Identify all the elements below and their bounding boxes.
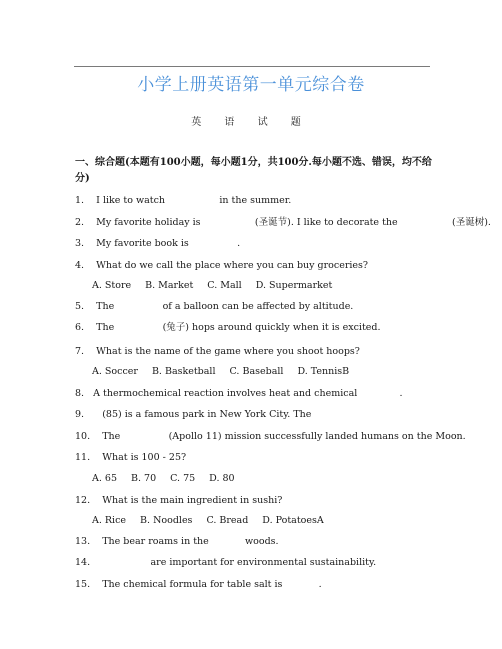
option: C. Bread	[206, 515, 249, 526]
option: C. Mall	[207, 280, 242, 291]
option: A. 65	[92, 473, 117, 484]
question-3: 3. My favorite book is .	[75, 238, 241, 249]
question-11-options	[92, 473, 249, 485]
option: D. TennisB	[297, 366, 350, 377]
question-12: 12. What is the main ingredient in sushi?	[75, 495, 283, 506]
option: D. 80	[209, 473, 235, 484]
section-heading: 一、综合题(本题有100小题，每小题1分，共100分.每小题不选、错误，均不给分)	[75, 157, 432, 184]
question-4-options	[92, 280, 346, 292]
question-2: 2. My favorite holiday is (圣诞节). I like to decorate the (圣诞树).	[75, 217, 491, 228]
question-7: 7. What is the name of the game where you shoot hoops?	[75, 346, 360, 357]
question-1: 1. I like to watch in the summer.	[75, 195, 292, 206]
question-9: 9. (85) is a famous park in New York City. The	[75, 409, 312, 420]
question-15: 15. The chemical formula for table salt is .	[75, 579, 322, 590]
question-6: 6. The (兔子) hops around quickly when it is excited.	[75, 322, 381, 333]
option: B. Basketball	[151, 366, 216, 377]
question-11: 11. What is 100 - 25?	[75, 452, 187, 463]
option: A. Rice	[92, 515, 127, 526]
option: C. Baseball	[229, 366, 284, 377]
question-7-options	[92, 366, 363, 378]
option: A. Soccer	[92, 366, 138, 377]
option: A. Store	[92, 280, 132, 291]
question-13: 13. The bear roams in the woods.	[75, 536, 279, 547]
option: B. Noodles	[140, 515, 193, 526]
question-5: 5. The of a balloon can be affected by altitude.	[75, 301, 354, 312]
header-rule	[74, 66, 430, 67]
question-8: 8. A thermochemical reaction involves heat and chemical .	[75, 388, 403, 399]
question-10: 10. The (Apollo 11) mission successfully landed humans on the Moon.	[75, 431, 466, 442]
question-14: 14. are important for environmental sustainability.	[75, 557, 377, 568]
option: D. PotatoesA	[262, 515, 324, 526]
page-title: 小学上册英语第一单元综合卷	[137, 75, 365, 95]
option: D. Supermarket	[255, 280, 333, 291]
option: B. Market	[145, 280, 194, 291]
option: C. 75	[170, 473, 196, 484]
question-12-options	[92, 515, 338, 527]
page-subtitle: 英 语 试 题	[191, 117, 311, 128]
question-4: 4. What do we call the place where you can buy groceries?	[75, 260, 368, 271]
option: B. 70	[131, 473, 157, 484]
